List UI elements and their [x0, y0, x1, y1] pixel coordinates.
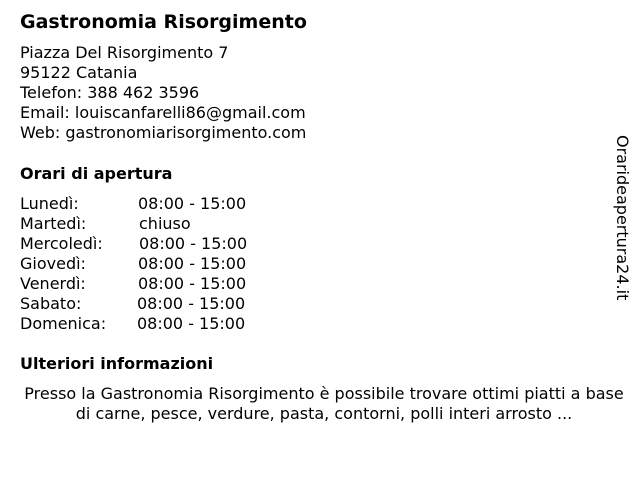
hours-row-monday: [20, 194, 320, 214]
day-label: Domenica:: [20, 314, 107, 333]
address-city: 95122 Catania: [20, 63, 138, 82]
day-label: Lunedì:: [20, 194, 79, 213]
time-value: chiuso: [139, 214, 191, 233]
phone-number: Telefon: 388 462 3596: [20, 83, 200, 102]
time-value: 08:00 - 15:00: [138, 254, 247, 273]
more-info-heading: Ulteriori informazioni: [20, 354, 214, 373]
time-value: 08:00 - 15:00: [137, 314, 246, 333]
contact-block: [20, 43, 306, 143]
hours-row-wednesday: [20, 234, 320, 254]
email-address: Email: louiscanfarelli86@gmail.com: [20, 103, 306, 122]
day-label: Martedì:: [20, 214, 87, 233]
hours-row-sunday: [20, 314, 320, 334]
time-value: 08:00 - 15:00: [138, 194, 247, 213]
day-label: Venerdì:: [20, 274, 86, 293]
hours-row-friday: [20, 274, 320, 294]
time-value: 08:00 - 15:00: [139, 234, 248, 253]
time-value: 08:00 - 15:00: [138, 274, 247, 293]
business-name: Gastronomia Risorgimento: [20, 11, 307, 33]
website: Web: gastronomiarisorgimento.com: [20, 123, 307, 142]
day-label: Giovedì:: [20, 254, 86, 273]
address-street: Piazza Del Risorgimento 7: [20, 43, 229, 62]
site-watermark-text: Orarideapertura24.it: [613, 135, 632, 301]
hours-row-saturday: [20, 294, 320, 314]
day-label: Sabato:: [20, 294, 82, 313]
business-description: Presso la Gastronomia Risorgimento è possibile trovare ottimi piatti a base di carne, pesce, verdure, pasta, contorni, polli interi arrosto ...: [24, 384, 624, 423]
opening-hours-table: [20, 194, 320, 334]
site-watermark: [612, 135, 634, 311]
day-label: Mercoledì:: [20, 234, 103, 253]
hours-row-tuesday: [20, 214, 320, 234]
time-value: 08:00 - 15:00: [137, 294, 246, 313]
hours-row-thursday: [20, 254, 320, 274]
opening-hours-heading: Orari di apertura: [20, 164, 173, 183]
